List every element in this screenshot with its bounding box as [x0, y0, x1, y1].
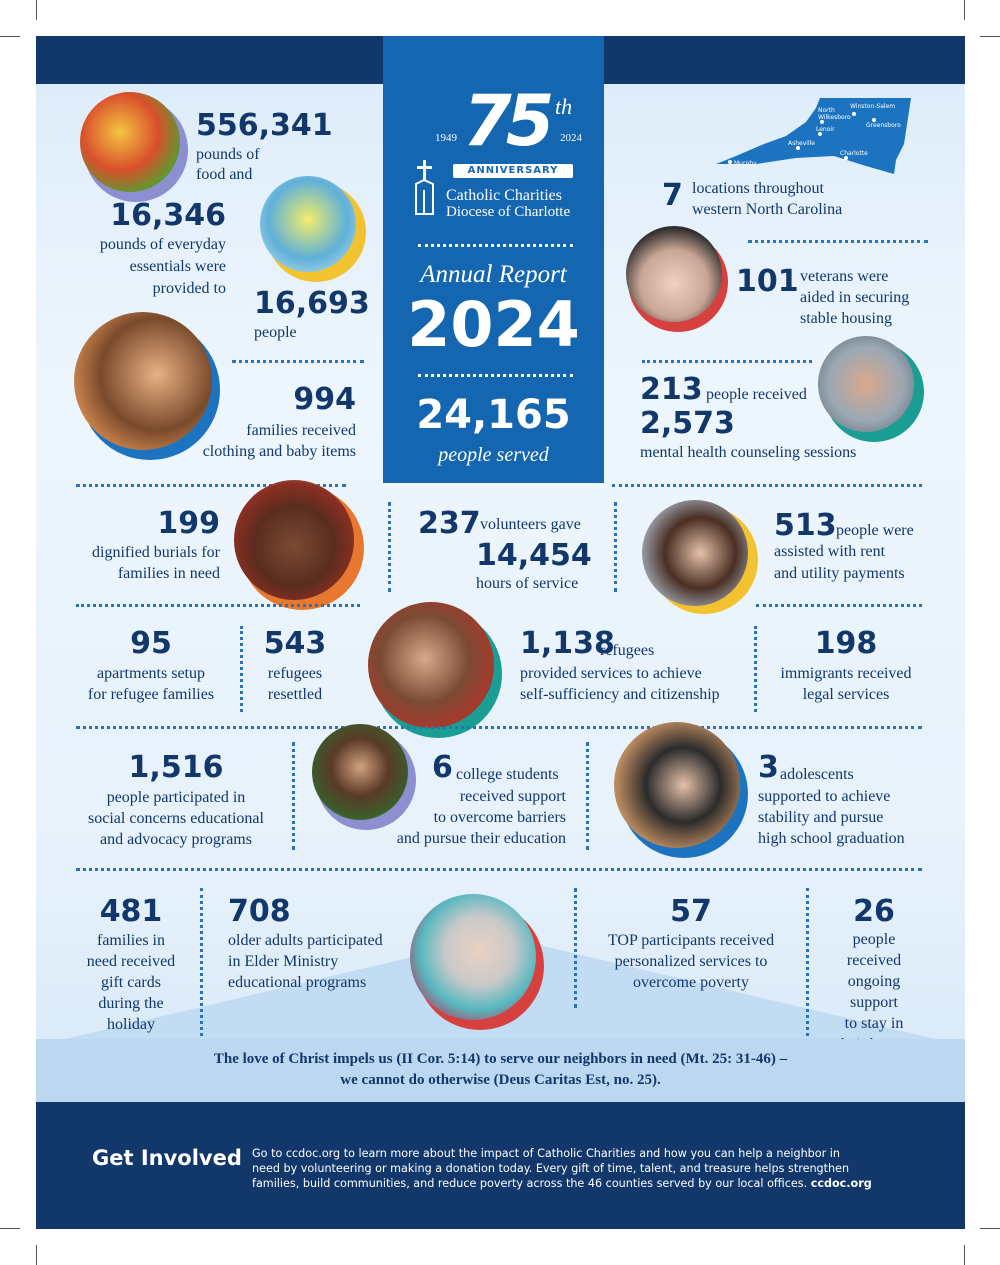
divider	[200, 888, 203, 1048]
locations-number: 7	[662, 178, 683, 213]
crop-mark	[980, 1228, 1000, 1229]
svg-text:North: North	[818, 107, 835, 114]
top-text: personalized services to	[614, 953, 768, 970]
homes-text: received	[846, 952, 902, 969]
refugees-number: 1,138	[520, 626, 615, 661]
rent-text: and utility payments	[774, 565, 905, 582]
anniversary-label: ANNIVERSARY	[467, 165, 559, 176]
woman-portrait-photo	[234, 480, 354, 600]
crop-mark	[964, 0, 965, 20]
footer-line: Go to ccdoc.org to learn more about the impact of Catholic Charities and how you can help a neighbor in	[252, 1147, 840, 1160]
immigrants-number: 198	[814, 626, 878, 661]
divider	[748, 240, 928, 243]
cross-logo-icon	[413, 160, 437, 216]
anniversary-suffix: th	[555, 94, 573, 119]
cleaning-supplies-photo	[260, 176, 356, 272]
giftcards-text-block	[66, 930, 196, 1056]
college-text: received support	[459, 788, 566, 805]
north-carolina-map	[716, 94, 911, 174]
social-text: people participated in	[106, 789, 246, 806]
quote-line: The love of Christ impels us (II Cor. 5:14) to serve our neighbors in need (Mt. 25: 31-46) –	[213, 1051, 788, 1067]
family-photo	[642, 500, 748, 606]
food-text: food and	[196, 166, 253, 183]
giftcards-text: holiday	[107, 1016, 155, 1033]
veterans-text: veterans were	[800, 268, 889, 285]
svg-text:Lenoir: Lenoir	[816, 126, 835, 133]
college-text: college students	[456, 766, 559, 783]
burials-number: 199	[157, 506, 220, 541]
giftcards-text: gift cards	[101, 974, 161, 991]
counseling-photo	[818, 336, 914, 432]
crop-mark	[980, 36, 1000, 37]
report-year: 2024	[407, 288, 580, 361]
adolescents-text: adolescents	[780, 766, 854, 783]
apartments-number: 95	[130, 626, 172, 661]
svg-text:Greensboro: Greensboro	[866, 122, 901, 129]
divider	[642, 360, 812, 363]
top-number: 57	[670, 894, 712, 929]
resettled-text: refugees	[267, 665, 323, 682]
essentials-text: essentials were	[129, 258, 226, 275]
elder-text: educational programs	[228, 974, 367, 991]
refugees-text: provided services to achieve	[520, 665, 702, 682]
burials-text: dignified burials for	[92, 544, 220, 561]
graduates-photo	[614, 722, 740, 848]
volunteers-number: 237	[418, 506, 481, 541]
annual-report-page	[36, 36, 965, 1229]
center-panel	[383, 36, 604, 483]
rent-text: assisted with rent	[774, 543, 886, 560]
veterans-text: aided in securing	[800, 289, 910, 306]
divider	[612, 484, 922, 487]
elder-text: in Elder Ministry	[228, 953, 339, 970]
divider	[574, 888, 577, 1008]
divider	[614, 502, 617, 592]
top-text: overcome poverty	[633, 974, 749, 991]
refugees-text: self-sufficiency and citizenship	[520, 686, 720, 703]
svg-text:Asheville: Asheville	[788, 140, 815, 147]
quote-line: we cannot do otherwise (Deus Caritas Est, no. 25).	[340, 1072, 661, 1088]
footer-text	[252, 1146, 952, 1191]
people-text: people	[254, 324, 297, 341]
essentials-number: 16,346	[110, 198, 226, 233]
homes-number: 26	[853, 894, 895, 929]
rent-number: 513	[774, 508, 837, 543]
homes-text: ongoing	[847, 973, 901, 990]
rent-text: people were	[836, 522, 914, 539]
divider	[388, 502, 391, 592]
college-text: to overcome barriers	[433, 809, 566, 826]
homes-text: people	[852, 931, 896, 948]
svg-text:Charlotte: Charlotte	[840, 150, 868, 157]
divider	[756, 604, 922, 607]
footer-line: families, build communities, and reduce poverty across the 46 counties served by our local offices.	[252, 1177, 808, 1190]
quote-band	[36, 1039, 965, 1102]
divider	[232, 360, 364, 363]
giftcards-number: 481	[99, 894, 163, 929]
veterans-number: 101	[736, 264, 799, 299]
social-text: and advocacy programs	[100, 831, 252, 848]
refugees-text: refugees	[600, 642, 655, 659]
report-label: Annual Report	[420, 261, 567, 288]
divider	[76, 868, 922, 871]
svg-text:Wilkesboro: Wilkesboro	[818, 114, 851, 121]
giftcards-text: families in	[97, 932, 165, 949]
locations-text: western North Carolina	[692, 201, 843, 218]
college-text: and pursue their education	[396, 830, 566, 847]
homes-text: support	[850, 994, 898, 1011]
adolescents-text: supported to achieve	[758, 788, 891, 805]
elder-text: older adults participated	[228, 932, 383, 949]
essentials-text: provided to	[152, 280, 226, 297]
counseling-sessions-number: 2,573	[640, 406, 735, 441]
food-photo	[80, 92, 180, 192]
food-text: pounds of	[196, 146, 260, 163]
people-served-label: people served	[438, 444, 549, 466]
people-served-number: 24,165	[416, 392, 571, 438]
apartments-text: for refugee families	[87, 686, 215, 703]
homes-text-block	[822, 929, 926, 1055]
giftcards-text: need received	[86, 953, 176, 970]
divider	[806, 888, 809, 1048]
elder-number: 708	[228, 894, 291, 929]
volunteers-text: volunteers gave	[480, 516, 581, 533]
crop-mark	[0, 36, 20, 37]
counseling-text: people received	[706, 386, 807, 403]
crop-mark	[36, 1245, 37, 1265]
immigrants-text: legal services	[802, 686, 890, 703]
college-number: 6	[432, 750, 453, 785]
families-text: families received	[246, 422, 356, 439]
org-diocese: Diocese of Charlotte	[446, 204, 571, 220]
social-number: 1,516	[128, 750, 224, 785]
year-start: 1949	[435, 132, 457, 144]
divider	[76, 604, 360, 607]
giftcards-text: during the	[98, 995, 164, 1012]
crop-mark	[36, 0, 37, 20]
volunteers-text: hours of service	[476, 575, 579, 592]
crop-mark	[964, 1245, 965, 1265]
locations-text: locations throughout	[692, 180, 824, 197]
immigrants-text: immigrants received	[780, 665, 912, 682]
apartments-text: apartments setup	[97, 665, 205, 682]
divider	[240, 626, 243, 712]
veterans-text: stable housing	[800, 310, 892, 327]
adolescents-number: 3	[758, 750, 779, 785]
crop-mark	[0, 1228, 20, 1229]
top-text: TOP participants received	[607, 932, 775, 949]
footer-url-link[interactable]: ccdoc.org	[810, 1177, 872, 1190]
divider	[418, 244, 573, 247]
org-name: Catholic Charities	[446, 187, 562, 204]
footer	[36, 1102, 965, 1229]
svg-text:Winston-Salem: Winston-Salem	[850, 103, 896, 110]
older-adults-photo	[410, 894, 536, 1020]
people-number: 16,693	[254, 286, 370, 321]
divider	[76, 726, 922, 729]
food-number: 556,341	[196, 108, 333, 143]
homes-text: to stay in	[844, 1015, 904, 1032]
resettled-number: 543	[263, 626, 327, 661]
social-text: social concerns educational	[88, 810, 264, 827]
refugee-family-photo	[368, 602, 494, 728]
adolescents-text: stability and pursue	[758, 809, 884, 826]
volunteer-hours-number: 14,454	[476, 538, 592, 573]
families-text: clothing and baby items	[202, 443, 356, 460]
get-involved-heading: Get Involved	[92, 1146, 242, 1170]
divider	[418, 374, 573, 377]
resettled-text: resettled	[267, 686, 323, 703]
counseling-text: mental health counseling sessions	[640, 444, 857, 461]
burials-text: families in need	[117, 565, 220, 582]
essentials-text: pounds of everyday	[99, 236, 226, 253]
counseling-number: 213	[640, 372, 703, 407]
veteran-photo	[626, 226, 722, 322]
divider	[292, 742, 295, 850]
families-number: 994	[293, 382, 356, 417]
svg-text:Murphy: Murphy	[734, 160, 757, 167]
anniversary-number: 75	[463, 80, 549, 162]
year-end: 2024	[560, 132, 582, 144]
footer-line: need by volunteering or making a donation today. Every gift of time, talent, and treasure helps strengthen	[252, 1162, 850, 1175]
adolescents-text: high school graduation	[758, 830, 905, 847]
divider	[586, 742, 589, 850]
